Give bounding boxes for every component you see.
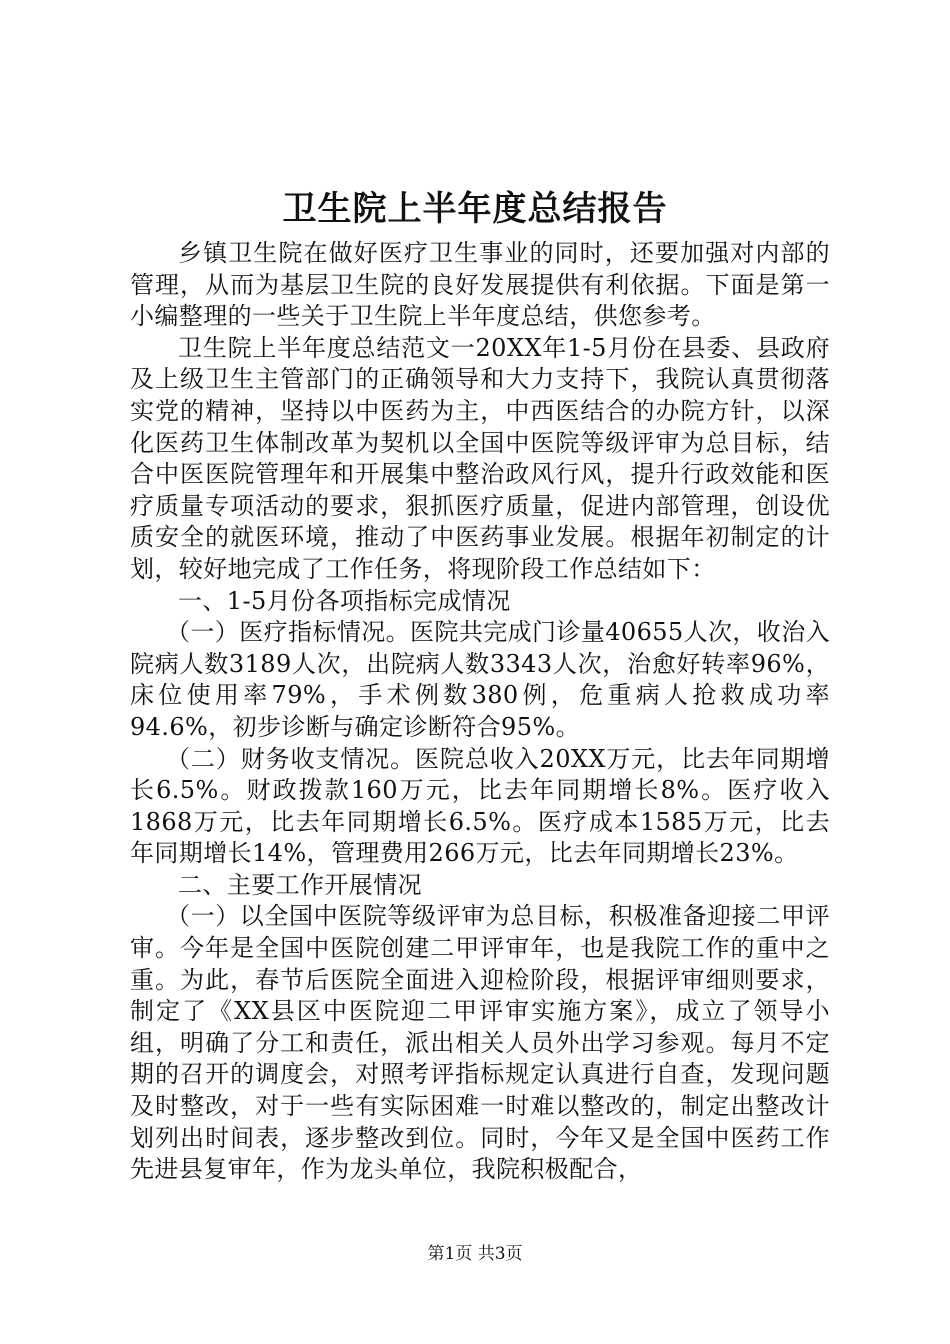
- document-title: 卫生院上半年度总结报告: [282, 189, 668, 229]
- medical-indicators-paragraph: （一）医疗指标情况。医院共完成门诊量40655人次，收治入院病人数3189人次，出院病人数3343人次，治愈好转率96%，床位使用率79%，手术例数380例，危重病人抢救成功率94.6%，初步诊断与确定诊断符合95%。: [130, 618, 830, 741]
- section-heading-work: 二、主要工作开展情况: [178, 870, 422, 899]
- page-number-footer: 第1页 共3页: [427, 1244, 523, 1264]
- finance-paragraph: （二）财务收支情况。医院总收入20XX万元，比去年同期增长6.5%。财政拨款160万元，比去年同期增长8%。医疗收入1868万元，比去年同期增长6.5%。医疗成本1585万元，比去年同期增长14%，管理费用266万元，比去年同期增长23%。: [130, 744, 830, 868]
- document-body: [130, 238, 830, 1186]
- summary-paragraph: 卫生院上半年度总结范文一20XX年1-5月份在县委、县政府及上级卫生主管部门的正确领导和大力支持下，我院认真贯彻落实党的精神，坚持以中医药为主，中西医结合的办院方针，以深化医药卫生体制改革为契机以全国中医院等级评审为总目标，结合中医医院管理年和开展集中整治政风行风，提升行政效能和医疗质量专项活动的要求，狠抓医疗质量，促进内部管理，创设优质安全的就医环境，推动了中医药事业发展。根据年初制定的计划，较好地完成了工作任务，将现阶段工作总结如下：: [130, 333, 830, 583]
- section-heading-indicators: 一、1-5月份各项指标完成情况: [178, 586, 511, 615]
- intro-paragraph: 乡镇卫生院在做好医疗卫生事业的同时，还要加强对内部的管理，从而为基层卫生院的良好发展提供有利依据。下面是第一小编整理的一些关于卫生院上半年度总结，供您参考。: [130, 239, 830, 331]
- evaluation-paragraph: （一）以全国中医院等级评审为总目标，积极准备迎接二甲评审。今年是全国中医院创建二甲评审年，也是我院工作的重中之重。为此，春节后医院全面进入迎检阶段，根据评审细则要求，制定了《XX县区中医院迎二甲评审实施方案》，成立了领导小组，明确了分工和责任，派出相关人员外出学习参观。每月不定期的召开的调度会，对照考评指标规定认真进行自查，发现问题及时整改，对于一些有实际困难一时难以整改的，制定出整改计划列出时间表，逐步整改到位。同时，今年又是全国中医药工作先进县复审年，作为龙头单位，我院积极配合，: [130, 902, 830, 1184]
